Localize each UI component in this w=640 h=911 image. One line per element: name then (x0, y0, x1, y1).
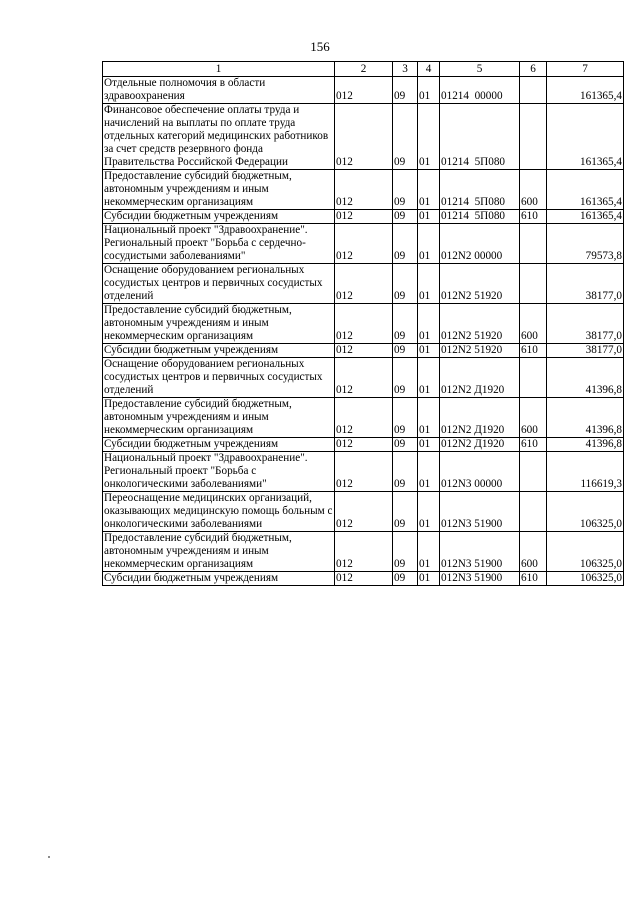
target-article-cell: 01214 5П080 (440, 210, 520, 224)
expense-type-cell (520, 452, 547, 492)
section-code-cell: 09 (393, 77, 418, 104)
subsection-code-cell: 01 (418, 210, 440, 224)
section-code-cell: 09 (393, 438, 418, 452)
expense-type-cell (520, 224, 547, 264)
expense-type-cell: 600 (520, 170, 547, 210)
table-row (103, 210, 624, 224)
target-article-cell: 012N3 51900 (440, 572, 520, 586)
amount-cell: 161365,4 (547, 77, 624, 104)
row-name-cell: Предоставление субсидий бюджетным, автономным учреждениям и иным некоммерческим организациям (103, 170, 335, 210)
subsection-code-cell: 01 (418, 572, 440, 586)
admin-code-cell: 012 (335, 210, 393, 224)
table-row (103, 104, 624, 170)
column-header: 2 (335, 62, 393, 77)
amount-cell: 116619,3 (547, 452, 624, 492)
column-header: 1 (103, 62, 335, 77)
row-name-cell: Предоставление субсидий бюджетным, автономным учреждениям и иным некоммерческим организациям (103, 398, 335, 438)
amount-cell: 41396,8 (547, 438, 624, 452)
row-name-cell: Субсидии бюджетным учреждениям (103, 438, 335, 452)
expense-type-cell: 610 (520, 210, 547, 224)
admin-code-cell: 012 (335, 452, 393, 492)
section-code-cell: 09 (393, 170, 418, 210)
subsection-code-cell: 01 (418, 304, 440, 344)
amount-cell: 38177,0 (547, 344, 624, 358)
row-name-cell: Оснащение оборудованием региональных сосудистых центров и первичных сосудистых отделений (103, 264, 335, 304)
section-code-cell: 09 (393, 398, 418, 438)
subsection-code-cell: 01 (418, 104, 440, 170)
table-row (103, 492, 624, 532)
column-header: 4 (418, 62, 440, 77)
subsection-code-cell: 01 (418, 77, 440, 104)
row-name-cell: Предоставление субсидий бюджетным, автономным учреждениям и иным некоммерческим организациям (103, 532, 335, 572)
row-name-cell: Оснащение оборудованием региональных сосудистых центров и первичных сосудистых отделений (103, 358, 335, 398)
target-article-cell: 012N3 51900 (440, 492, 520, 532)
table-row (103, 398, 624, 438)
admin-code-cell: 012 (335, 77, 393, 104)
section-code-cell: 09 (393, 304, 418, 344)
column-header: 6 (520, 62, 547, 77)
admin-code-cell: 012 (335, 398, 393, 438)
admin-code-cell: 012 (335, 438, 393, 452)
row-name-cell: Субсидии бюджетным учреждениям (103, 344, 335, 358)
expense-type-cell (520, 264, 547, 304)
target-article-cell: 012N2 51920 (440, 264, 520, 304)
section-code-cell: 09 (393, 224, 418, 264)
section-code-cell: 09 (393, 344, 418, 358)
row-name-cell: Отдельные полномочия в области здравоохранения (103, 77, 335, 104)
target-article-cell: 012N2 Д1920 (440, 358, 520, 398)
table-row (103, 170, 624, 210)
subsection-code-cell: 01 (418, 532, 440, 572)
admin-code-cell: 012 (335, 170, 393, 210)
column-header: 3 (393, 62, 418, 77)
target-article-cell: 012N3 00000 (440, 452, 520, 492)
admin-code-cell: 012 (335, 104, 393, 170)
admin-code-cell: 012 (335, 358, 393, 398)
admin-code-cell: 012 (335, 264, 393, 304)
row-name-cell: Субсидии бюджетным учреждениям (103, 572, 335, 586)
amount-cell: 106325,0 (547, 532, 624, 572)
column-header: 5 (440, 62, 520, 77)
admin-code-cell: 012 (335, 344, 393, 358)
table-body (103, 77, 624, 586)
table-row (103, 304, 624, 344)
amount-cell: 161365,4 (547, 170, 624, 210)
target-article-cell: 012N3 51900 (440, 532, 520, 572)
budget-table (102, 61, 624, 586)
row-name-cell: Национальный проект "Здравоохранение". Региональный проект "Борьба с онкологическими заболеваниями" (103, 452, 335, 492)
row-name-cell: Предоставление субсидий бюджетным, автономным учреждениям и иным некоммерческим организациям (103, 304, 335, 344)
section-code-cell: 09 (393, 532, 418, 572)
section-code-cell: 09 (393, 264, 418, 304)
subsection-code-cell: 01 (418, 438, 440, 452)
row-name-cell: Финансовое обеспечение оплаты труда и начислений на выплаты по оплате труда отдельных категорий медицинских работников за счет средств резервного фонда Правительства Российской Федерации (103, 104, 335, 170)
expense-type-cell: 600 (520, 532, 547, 572)
target-article-cell: 01214 5П080 (440, 170, 520, 210)
page-number: 156 (310, 39, 330, 54)
target-article-cell: 01214 00000 (440, 77, 520, 104)
expense-type-cell: 600 (520, 398, 547, 438)
section-code-cell: 09 (393, 358, 418, 398)
section-code-cell: 09 (393, 104, 418, 170)
expense-type-cell (520, 492, 547, 532)
table-row (103, 264, 624, 304)
expense-type-cell: 600 (520, 304, 547, 344)
row-name-cell: Субсидии бюджетным учреждениям (103, 210, 335, 224)
subsection-code-cell: 01 (418, 398, 440, 438)
target-article-cell: 012N2 51920 (440, 304, 520, 344)
target-article-cell: 012N2 00000 (440, 224, 520, 264)
amount-cell: 38177,0 (547, 264, 624, 304)
table-row (103, 358, 624, 398)
expense-type-cell: 610 (520, 344, 547, 358)
target-article-cell: 012N2 51920 (440, 344, 520, 358)
subsection-code-cell: 01 (418, 224, 440, 264)
amount-cell: 106325,0 (547, 572, 624, 586)
section-code-cell: 09 (393, 492, 418, 532)
amount-cell: 161365,4 (547, 210, 624, 224)
subsection-code-cell: 01 (418, 264, 440, 304)
admin-code-cell: 012 (335, 572, 393, 586)
amount-cell: 106325,0 (547, 492, 624, 532)
target-article-cell: 012N2 Д1920 (440, 398, 520, 438)
scan-speck (48, 856, 50, 858)
table-row (103, 572, 624, 586)
amount-cell: 41396,8 (547, 398, 624, 438)
expense-type-cell (520, 77, 547, 104)
subsection-code-cell: 01 (418, 492, 440, 532)
amount-cell: 41396,8 (547, 358, 624, 398)
expense-type-cell (520, 358, 547, 398)
row-name-cell: Переоснащение медицинских организаций, оказывающих медицинскую помощь больным с онкологическими заболеваниями (103, 492, 335, 532)
amount-cell: 79573,8 (547, 224, 624, 264)
admin-code-cell: 012 (335, 532, 393, 572)
table-row (103, 344, 624, 358)
table-row (103, 438, 624, 452)
column-header: 7 (547, 62, 624, 77)
expense-type-cell: 610 (520, 572, 547, 586)
row-name-cell: Национальный проект "Здравоохранение". Региональный проект "Борьба с сердечно-сосудистыми заболеваниями" (103, 224, 335, 264)
admin-code-cell: 012 (335, 224, 393, 264)
subsection-code-cell: 01 (418, 358, 440, 398)
subsection-code-cell: 01 (418, 344, 440, 358)
section-code-cell: 09 (393, 572, 418, 586)
table-row (103, 532, 624, 572)
subsection-code-cell: 01 (418, 170, 440, 210)
section-code-cell: 09 (393, 452, 418, 492)
admin-code-cell: 012 (335, 492, 393, 532)
subsection-code-cell: 01 (418, 452, 440, 492)
table-header-row (103, 62, 624, 77)
table-row (103, 77, 624, 104)
expense-type-cell: 610 (520, 438, 547, 452)
amount-cell: 161365,4 (547, 104, 624, 170)
target-article-cell: 012N2 Д1920 (440, 438, 520, 452)
amount-cell: 38177,0 (547, 304, 624, 344)
expense-type-cell (520, 104, 547, 170)
section-code-cell: 09 (393, 210, 418, 224)
table-row (103, 452, 624, 492)
admin-code-cell: 012 (335, 304, 393, 344)
table-row (103, 224, 624, 264)
target-article-cell: 01214 5П080 (440, 104, 520, 170)
